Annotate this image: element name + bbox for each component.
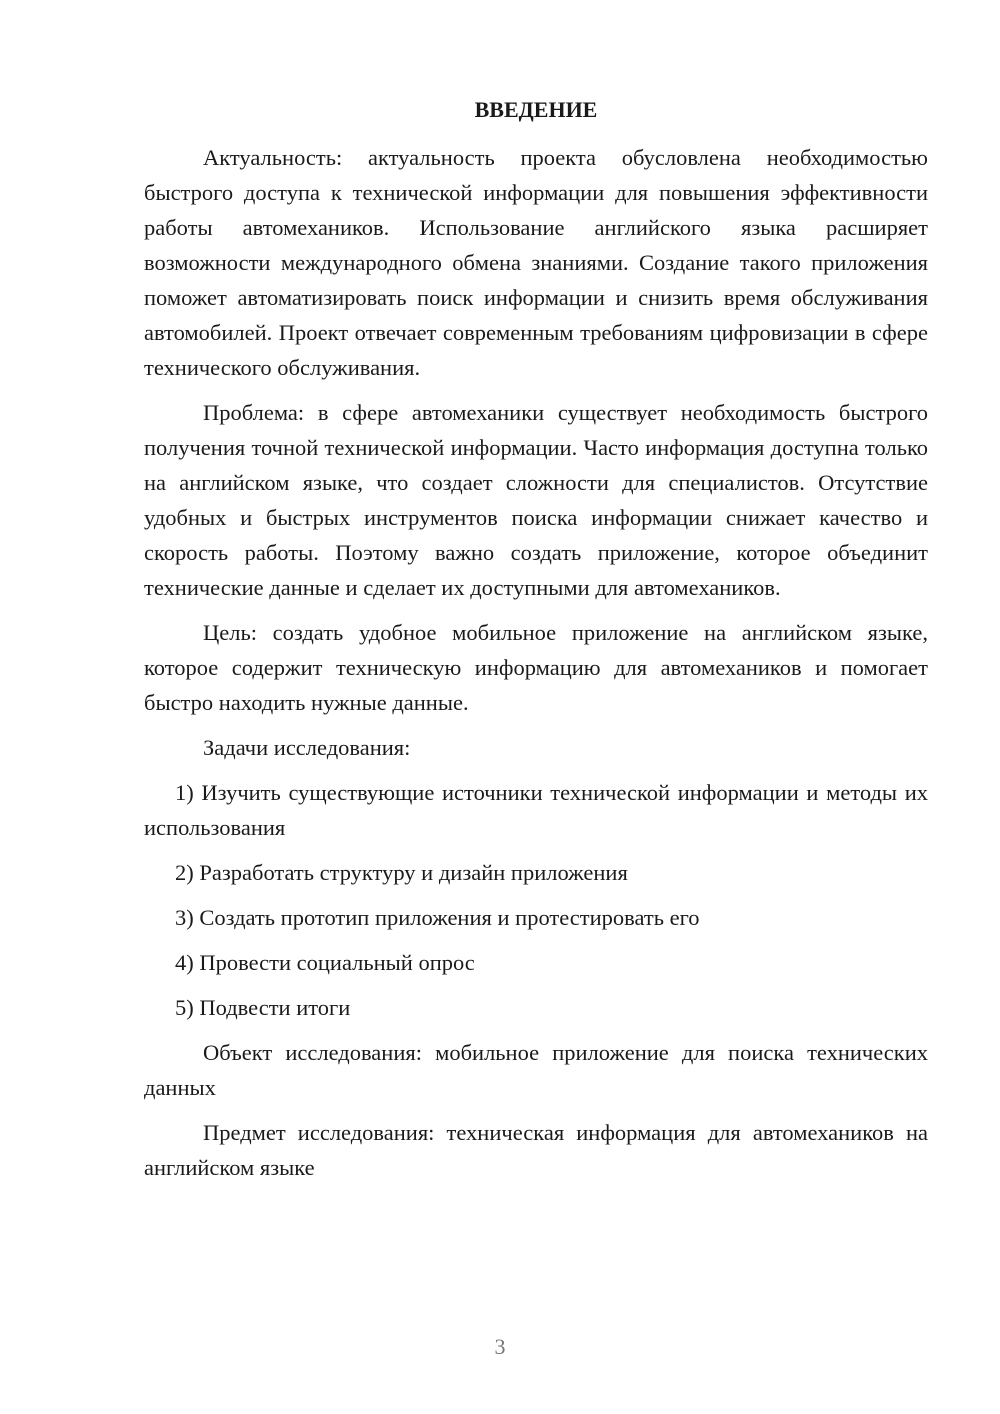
page-number: 3 (494, 1334, 506, 1359)
task-item: 5) Подвести итоги (175, 995, 351, 1020)
task-item: 3) Создать прототип приложения и протестировать его (175, 905, 700, 930)
actuality-paragraph: Актуальность: актуальность проекта обусловлена необходимостью быстрого доступа к технической информации для повышения эффективности работы автомехаников. Использование английского языка расширяет возможности международного обмена знаниями. Создание такого приложения поможет автоматизировать поиск информации и снизить время обслуживания автомобилей. Проект отвечает современным требованиям цифровизации в сфере технического обслуживания. (144, 145, 928, 380)
task-item: 4) Провести социальный опрос (175, 950, 475, 975)
problem-paragraph: Проблема: в сфере автомеханики существует необходимость быстрого получения точной технической информации. Часто информация доступна только на английском языке, что создает сложности для специалистов. Отсутствие удобных и быстрых инструментов поиска информации снижает качество и скорость работы. Поэтому важно создать приложение, которое объединит технические данные и сделает их доступными для автомехаников. (144, 400, 928, 600)
tasks-list (144, 775, 928, 1025)
tasks-heading: Задачи исследования: (203, 735, 411, 760)
goal-paragraph: Цель: создать удобное мобильное приложение на английском языке, которое содержит техническую информацию для автомехаников и помогает быстро находить нужные данные. (144, 620, 928, 715)
object-paragraph: Объект исследования: мобильное приложение для поиска технических данных (144, 1040, 928, 1100)
task-item: 1) Изучить существующие источники технической информации и методы их использования (144, 780, 928, 840)
page-title: ВВЕДЕНИЕ (474, 97, 598, 122)
subject-paragraph: Предмет исследования: техническая информация для автомехаников на английском языке (144, 1120, 928, 1180)
task-item: 2) Разработать структуру и дизайн приложения (175, 860, 628, 885)
page-content (144, 92, 928, 1195)
